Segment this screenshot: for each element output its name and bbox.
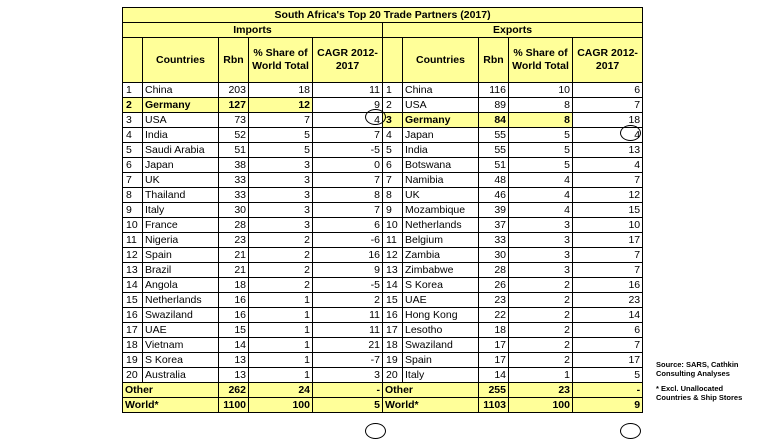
- export-rank-cell: 11: [383, 233, 403, 248]
- import-country-cell: Angola: [143, 278, 219, 293]
- import-rank-cell: 6: [123, 158, 143, 173]
- import-cagr-cell: 3: [313, 368, 383, 383]
- export-cagr-cell: 18: [573, 113, 643, 128]
- export-country-cell: USA: [403, 98, 479, 113]
- export-cagr-cell: 7: [573, 173, 643, 188]
- export-rbn-cell: 23: [479, 293, 509, 308]
- export-rank-cell: 1: [383, 83, 403, 98]
- export-cagr-cell: 4: [573, 128, 643, 143]
- table-row: [123, 188, 643, 203]
- import-rbn-cell: 51: [219, 143, 249, 158]
- export-rank-cell: 13: [383, 263, 403, 278]
- export-rank-cell: 19: [383, 353, 403, 368]
- world-import-cagr-cell: 5: [313, 398, 383, 413]
- import-cagr-cell: 16: [313, 248, 383, 263]
- import-cagr-cell: 7: [313, 173, 383, 188]
- export-country-cell: S Korea: [403, 278, 479, 293]
- export-rbn-cell: 33: [479, 233, 509, 248]
- table-row: [123, 203, 643, 218]
- export-share-cell: 3: [509, 218, 573, 233]
- table-row: [123, 128, 643, 143]
- import-rank-cell: 20: [123, 368, 143, 383]
- export-cagr-cell: 14: [573, 308, 643, 323]
- export-cagr-cell: 7: [573, 98, 643, 113]
- other-export-rbn-cell: 255: [479, 383, 509, 398]
- export-rank-cell: 18: [383, 338, 403, 353]
- export-share-cell: 3: [509, 233, 573, 248]
- import-share-cell: 18: [249, 83, 313, 98]
- import-country-cell: Japan: [143, 158, 219, 173]
- import-rank-cell: 9: [123, 203, 143, 218]
- export-rank-cell: 2: [383, 98, 403, 113]
- export-country-cell: Japan: [403, 128, 479, 143]
- import-country-cell: China: [143, 83, 219, 98]
- import-share-cell: 5: [249, 128, 313, 143]
- export-cagr-cell: 15: [573, 203, 643, 218]
- import-rank-cell: 7: [123, 173, 143, 188]
- export-share-cell: 1: [509, 368, 573, 383]
- export-share-cell: 5: [509, 158, 573, 173]
- export-cagr-cell: 17: [573, 233, 643, 248]
- export-cagr-cell: 6: [573, 83, 643, 98]
- table-row: [123, 233, 643, 248]
- table-row: [123, 218, 643, 233]
- import-rank-cell: 19: [123, 353, 143, 368]
- table-row: [123, 263, 643, 278]
- export-rank-cell: 20: [383, 368, 403, 383]
- world-import-country-cell: World*: [123, 398, 219, 413]
- export-country-cell: Botswana: [403, 158, 479, 173]
- export-rbn-cell: 28: [479, 263, 509, 278]
- export-share-cell: 4: [509, 173, 573, 188]
- table-row: [123, 278, 643, 293]
- export-rbn-cell: 37: [479, 218, 509, 233]
- export-country-cell: Netherlands: [403, 218, 479, 233]
- import-share-cell: 3: [249, 203, 313, 218]
- import-cagr-cell: 0: [313, 158, 383, 173]
- export-cagr-cell: 5: [573, 368, 643, 383]
- import-share-cell: 2: [249, 263, 313, 278]
- world-row: [123, 398, 643, 413]
- import-share-cell: 2: [249, 248, 313, 263]
- export-rank-cell: 5: [383, 143, 403, 158]
- export-rank-cell: 4: [383, 128, 403, 143]
- import-rbn-cell: 33: [219, 173, 249, 188]
- import-rank-cell: 18: [123, 338, 143, 353]
- export-country-cell: Zimbabwe: [403, 263, 479, 278]
- export-rank-cell: 10: [383, 218, 403, 233]
- import-rank-cell: 16: [123, 308, 143, 323]
- exports-germany-cagr-circle: [620, 125, 641, 141]
- other-import-cagr-cell: -: [313, 383, 383, 398]
- exports-rbn-header: Rbn: [479, 38, 509, 83]
- import-rbn-cell: 203: [219, 83, 249, 98]
- import-country-cell: India: [143, 128, 219, 143]
- export-rbn-cell: 84: [479, 113, 509, 128]
- export-country-cell: UK: [403, 188, 479, 203]
- world-import-share-cell: 100: [249, 398, 313, 413]
- imports-world-cagr-circle: [365, 423, 386, 439]
- import-cagr-cell: 4: [313, 113, 383, 128]
- export-country-cell: India: [403, 143, 479, 158]
- import-cagr-cell: 7: [313, 128, 383, 143]
- export-rbn-cell: 48: [479, 173, 509, 188]
- export-share-cell: 5: [509, 143, 573, 158]
- import-cagr-cell: 8: [313, 188, 383, 203]
- import-rbn-cell: 18: [219, 278, 249, 293]
- export-rbn-cell: 55: [479, 128, 509, 143]
- import-cagr-cell: 11: [313, 323, 383, 338]
- import-rbn-cell: 30: [219, 203, 249, 218]
- table-row: [123, 293, 643, 308]
- export-rbn-cell: 39: [479, 203, 509, 218]
- import-cagr-cell: 9: [313, 263, 383, 278]
- import-country-cell: Vietnam: [143, 338, 219, 353]
- imports-rbn-header: Rbn: [219, 38, 249, 83]
- import-share-cell: 5: [249, 143, 313, 158]
- import-rank-cell: 8: [123, 188, 143, 203]
- import-country-cell: UAE: [143, 323, 219, 338]
- exports-section-label: Exports: [383, 23, 643, 38]
- import-rank-cell: 15: [123, 293, 143, 308]
- export-rank-cell: 3: [383, 113, 403, 128]
- import-cagr-cell: 2: [313, 293, 383, 308]
- exports-world-cagr-circle: [620, 423, 641, 439]
- export-share-cell: 2: [509, 278, 573, 293]
- import-cagr-cell: 7: [313, 203, 383, 218]
- import-rbn-cell: 73: [219, 113, 249, 128]
- import-cagr-cell: 6: [313, 218, 383, 233]
- import-rbn-cell: 14: [219, 338, 249, 353]
- export-cagr-cell: 6: [573, 323, 643, 338]
- import-rbn-cell: 13: [219, 353, 249, 368]
- export-cagr-cell: 17: [573, 353, 643, 368]
- import-rank-cell: 12: [123, 248, 143, 263]
- imports-cagr-header: CAGR 2012-2017: [313, 38, 383, 83]
- exports-share-header: % Share of World Total: [509, 38, 573, 83]
- import-cagr-cell: 11: [313, 83, 383, 98]
- import-rbn-cell: 33: [219, 188, 249, 203]
- import-rank-cell: 5: [123, 143, 143, 158]
- import-share-cell: 3: [249, 158, 313, 173]
- import-rank-cell: 14: [123, 278, 143, 293]
- export-rank-cell: 7: [383, 173, 403, 188]
- export-rank-cell: 16: [383, 308, 403, 323]
- other-export-country-cell: Other: [383, 383, 479, 398]
- import-rank-cell: 11: [123, 233, 143, 248]
- import-rbn-cell: 38: [219, 158, 249, 173]
- export-share-cell: 3: [509, 263, 573, 278]
- import-cagr-cell: 9: [313, 98, 383, 113]
- export-cagr-cell: 16: [573, 278, 643, 293]
- export-country-cell: Swaziland: [403, 338, 479, 353]
- trade-table-container: [122, 7, 642, 413]
- import-rank-cell: 13: [123, 263, 143, 278]
- import-share-cell: 3: [249, 218, 313, 233]
- export-share-cell: 2: [509, 293, 573, 308]
- import-cagr-cell: -7: [313, 353, 383, 368]
- exclusion-note: * Excl. Unallocated Countries & Ship Stores: [656, 384, 743, 402]
- world-export-cagr-cell: 9: [573, 398, 643, 413]
- table-row: [123, 248, 643, 263]
- table-row: [123, 83, 643, 98]
- source-note: Source: SARS, Cathkin Consulting Analyses: [656, 360, 739, 378]
- other-row: [123, 383, 643, 398]
- import-share-cell: 1: [249, 293, 313, 308]
- import-share-cell: 2: [249, 278, 313, 293]
- exports-index-header: [383, 38, 403, 83]
- imports-share-header: % Share of World Total: [249, 38, 313, 83]
- export-rbn-cell: 17: [479, 338, 509, 353]
- export-rbn-cell: 17: [479, 353, 509, 368]
- world-export-share-cell: 100: [509, 398, 573, 413]
- import-rank-cell: 4: [123, 128, 143, 143]
- import-country-cell: UK: [143, 173, 219, 188]
- export-country-cell: Belgium: [403, 233, 479, 248]
- import-cagr-cell: -5: [313, 143, 383, 158]
- export-rbn-cell: 18: [479, 323, 509, 338]
- export-country-cell: Mozambique: [403, 203, 479, 218]
- world-export-rbn-cell: 1103: [479, 398, 509, 413]
- trade-partners-table: [122, 7, 643, 413]
- export-rbn-cell: 116: [479, 83, 509, 98]
- import-country-cell: S Korea: [143, 353, 219, 368]
- import-share-cell: 1: [249, 338, 313, 353]
- import-rbn-cell: 127: [219, 98, 249, 113]
- import-rbn-cell: 21: [219, 263, 249, 278]
- export-cagr-cell: 4: [573, 158, 643, 173]
- import-country-cell: Brazil: [143, 263, 219, 278]
- export-rbn-cell: 14: [479, 368, 509, 383]
- export-share-cell: 2: [509, 308, 573, 323]
- import-share-cell: 2: [249, 233, 313, 248]
- import-share-cell: 1: [249, 353, 313, 368]
- export-share-cell: 4: [509, 188, 573, 203]
- export-cagr-cell: 7: [573, 338, 643, 353]
- export-country-cell: Germany: [403, 113, 479, 128]
- export-rank-cell: 9: [383, 203, 403, 218]
- other-export-share-cell: 23: [509, 383, 573, 398]
- import-country-cell: Spain: [143, 248, 219, 263]
- export-rbn-cell: 22: [479, 308, 509, 323]
- table-title: South Africa's Top 20 Trade Partners (2017): [123, 8, 643, 23]
- exports-countries-header: Countries: [403, 38, 479, 83]
- export-rbn-cell: 89: [479, 98, 509, 113]
- export-share-cell: 2: [509, 338, 573, 353]
- table-row: [123, 173, 643, 188]
- import-share-cell: 1: [249, 323, 313, 338]
- import-cagr-cell: 11: [313, 308, 383, 323]
- import-cagr-cell: -6: [313, 233, 383, 248]
- import-rbn-cell: 21: [219, 248, 249, 263]
- export-rbn-cell: 51: [479, 158, 509, 173]
- import-share-cell: 3: [249, 188, 313, 203]
- exports-cagr-header: CAGR 2012-2017: [573, 38, 643, 83]
- export-rank-cell: 15: [383, 293, 403, 308]
- export-rank-cell: 8: [383, 188, 403, 203]
- import-rank-cell: 10: [123, 218, 143, 233]
- import-country-cell: Germany: [143, 98, 219, 113]
- import-share-cell: 1: [249, 308, 313, 323]
- export-country-cell: Lesotho: [403, 323, 479, 338]
- import-country-cell: Saudi Arabia: [143, 143, 219, 158]
- import-share-cell: 3: [249, 173, 313, 188]
- export-country-cell: China: [403, 83, 479, 98]
- export-share-cell: 8: [509, 98, 573, 113]
- import-country-cell: Australia: [143, 368, 219, 383]
- import-country-cell: Swaziland: [143, 308, 219, 323]
- import-country-cell: Thailand: [143, 188, 219, 203]
- export-country-cell: Zambia: [403, 248, 479, 263]
- export-country-cell: Namibia: [403, 173, 479, 188]
- other-export-cagr-cell: -: [573, 383, 643, 398]
- imports-germany-cagr-circle: [365, 109, 386, 125]
- imports-countries-header: Countries: [143, 38, 219, 83]
- import-rbn-cell: 28: [219, 218, 249, 233]
- imports-section-label: Imports: [123, 23, 383, 38]
- table-row: [123, 353, 643, 368]
- export-cagr-cell: 10: [573, 218, 643, 233]
- export-rbn-cell: 30: [479, 248, 509, 263]
- export-cagr-cell: 13: [573, 143, 643, 158]
- export-rbn-cell: 26: [479, 278, 509, 293]
- import-country-cell: Italy: [143, 203, 219, 218]
- import-share-cell: 7: [249, 113, 313, 128]
- import-country-cell: Nigeria: [143, 233, 219, 248]
- imports-index-header: [123, 38, 143, 83]
- export-share-cell: 10: [509, 83, 573, 98]
- export-cagr-cell: 7: [573, 263, 643, 278]
- import-rbn-cell: 15: [219, 323, 249, 338]
- import-share-cell: 1: [249, 368, 313, 383]
- export-rank-cell: 6: [383, 158, 403, 173]
- export-rbn-cell: 55: [479, 143, 509, 158]
- import-rank-cell: 1: [123, 83, 143, 98]
- world-export-country-cell: World*: [383, 398, 479, 413]
- export-rbn-cell: 46: [479, 188, 509, 203]
- table-row: [123, 368, 643, 383]
- import-country-cell: Netherlands: [143, 293, 219, 308]
- import-rbn-cell: 13: [219, 368, 249, 383]
- import-rank-cell: 3: [123, 113, 143, 128]
- table-row: [123, 158, 643, 173]
- export-country-cell: Hong Kong: [403, 308, 479, 323]
- import-country-cell: USA: [143, 113, 219, 128]
- export-share-cell: 4: [509, 203, 573, 218]
- export-share-cell: 8: [509, 113, 573, 128]
- import-rbn-cell: 23: [219, 233, 249, 248]
- world-import-rbn-cell: 1100: [219, 398, 249, 413]
- export-country-cell: Spain: [403, 353, 479, 368]
- table-row: [123, 338, 643, 353]
- other-import-rbn-cell: 262: [219, 383, 249, 398]
- export-rank-cell: 17: [383, 323, 403, 338]
- export-cagr-cell: 7: [573, 248, 643, 263]
- import-share-cell: 12: [249, 98, 313, 113]
- import-rank-cell: 2: [123, 98, 143, 113]
- import-cagr-cell: -5: [313, 278, 383, 293]
- export-share-cell: 5: [509, 128, 573, 143]
- table-row: [123, 143, 643, 158]
- export-rank-cell: 14: [383, 278, 403, 293]
- footnotes: [656, 360, 756, 408]
- import-rank-cell: 17: [123, 323, 143, 338]
- import-rbn-cell: 16: [219, 308, 249, 323]
- import-rbn-cell: 52: [219, 128, 249, 143]
- export-cagr-cell: 23: [573, 293, 643, 308]
- other-import-country-cell: Other: [123, 383, 219, 398]
- import-cagr-cell: 21: [313, 338, 383, 353]
- export-share-cell: 3: [509, 248, 573, 263]
- export-country-cell: Italy: [403, 368, 479, 383]
- import-rbn-cell: 16: [219, 293, 249, 308]
- export-share-cell: 2: [509, 353, 573, 368]
- export-cagr-cell: 12: [573, 188, 643, 203]
- table-row: [123, 323, 643, 338]
- export-share-cell: 2: [509, 323, 573, 338]
- other-import-share-cell: 24: [249, 383, 313, 398]
- import-country-cell: France: [143, 218, 219, 233]
- export-rank-cell: 12: [383, 248, 403, 263]
- table-row: [123, 308, 643, 323]
- export-country-cell: UAE: [403, 293, 479, 308]
